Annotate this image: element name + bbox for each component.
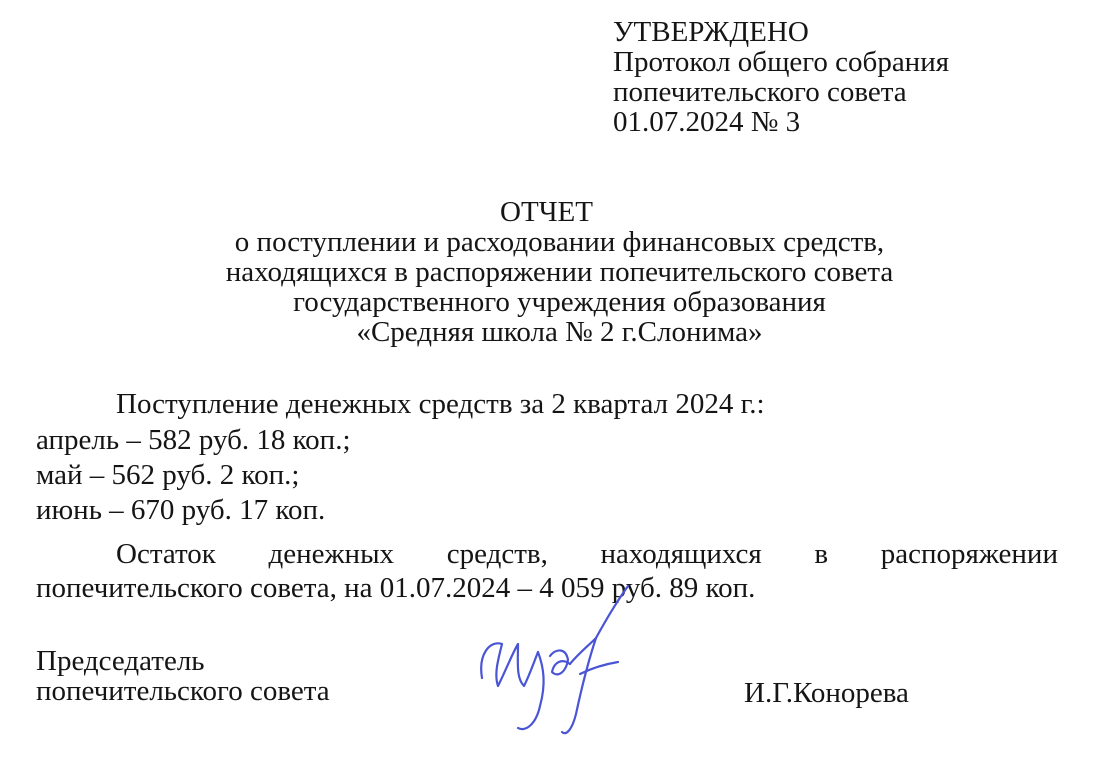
balance-word: средств, [446,538,548,570]
signature-stroke [481,643,538,686]
chairperson-role-line: Председатель [36,645,205,677]
report-subject [26,228,1093,348]
chairperson-role [36,647,330,707]
income-list [36,426,351,531]
chairperson-role-line: попечительского совета [36,675,330,707]
balance-line-1 [36,540,1058,574]
handwritten-signature [468,582,668,742]
approval-stamp-block [613,18,1083,138]
balance-word: распоряжении [880,538,1058,570]
signature-stroke [580,662,618,674]
income-item-april: апрель – 582 руб. 18 коп.; [36,424,351,456]
income-section-title: Поступление денежных средств за 2 квартал 2024 г.: [116,388,765,420]
signature-stroke [596,586,628,638]
approval-council-line: попечительского совета [613,76,907,108]
report-heading [0,198,1093,348]
balance-word: находящихся [600,538,762,570]
report-subject-line: находящихся в распоряжении попечительского совета [225,256,894,288]
approval-label: УТВЕРЖДЕНО [613,16,809,48]
signature-stroke [518,652,544,729]
report-subject-line: «Средняя школа № 2 г.Слонима» [356,316,763,348]
report-subject-line: государственного учреждения образования [293,286,826,318]
balance-word: Остаток [116,538,216,570]
report-title: ОТЧЕТ [500,196,593,228]
balance-line-2: попечительского совета, на 01.07.2024 – 4 059 руб. 89 коп. [36,572,756,604]
chairperson-name: И.Г.Конорева [744,677,909,709]
balance-word: денежных [268,538,395,570]
report-subject-line: о поступлении и расходовании финансовых средств, [234,226,885,258]
income-item-may: май – 562 руб. 2 коп.; [36,459,300,491]
signature-stroke [562,638,596,733]
approval-date-number: 01.07.2024 № 3 [613,106,801,138]
balance-word: в [814,538,829,570]
signature-stroke [550,650,570,674]
approval-protocol-line: Протокол общего собрания [613,46,950,78]
income-item-june: июнь – 670 руб. 17 коп. [36,494,326,526]
